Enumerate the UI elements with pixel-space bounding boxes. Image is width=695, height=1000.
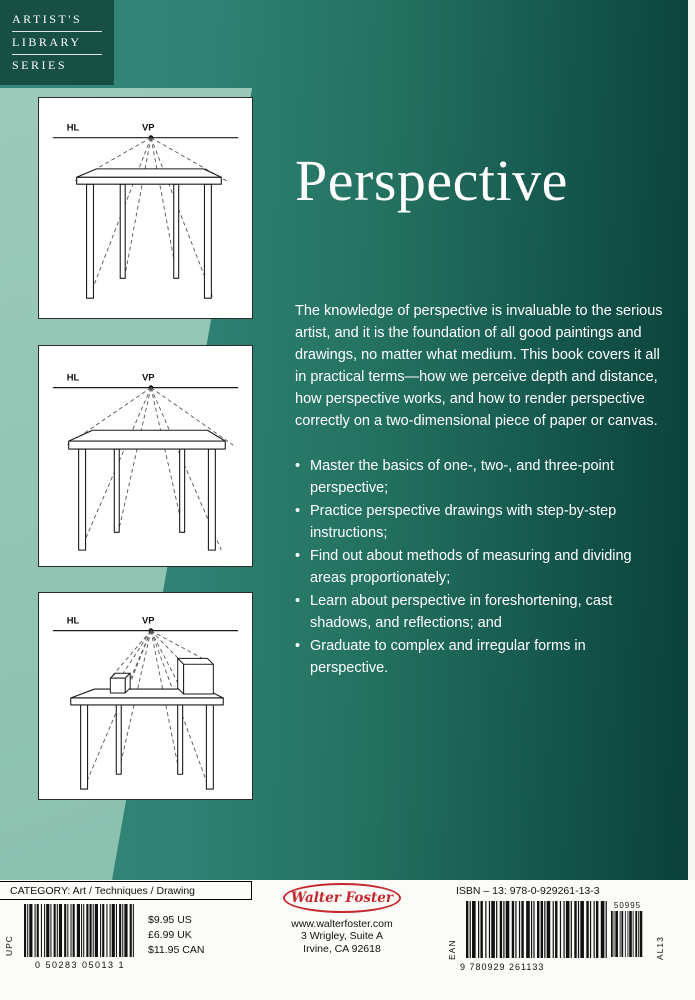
publisher-address-line2: Irvine, CA 92618: [303, 943, 381, 955]
series-badge-line: LIBRARY: [12, 32, 102, 55]
table-drawing: [77, 169, 222, 298]
bullet-icon: •: [295, 593, 301, 609]
bullet-icon: •: [295, 503, 301, 519]
upc-barcode: [24, 904, 136, 957]
table-drawing: [71, 689, 224, 789]
price-list: [148, 913, 204, 958]
publisher-logo-text: Walter Foster: [291, 890, 393, 906]
ean-side-label: EAN: [447, 939, 457, 960]
upc-digits: 0 50283 05013 1: [34, 960, 126, 970]
ean-addon: [611, 901, 644, 957]
feature-list: [295, 455, 667, 679]
bullet-icon: •: [295, 638, 301, 654]
vanishing-point-label: VP: [142, 614, 155, 626]
category-label: CATEGORY: Art / Techniques / Drawing: [0, 881, 252, 900]
table-drawing: [69, 430, 226, 550]
vanishing-point-label: VP: [142, 121, 155, 133]
isbn-number: ISBN – 13: 978-0-929261-13-3: [456, 885, 600, 897]
series-badge-line: ARTIST'S: [12, 9, 102, 32]
page-right-margin: [688, 0, 695, 1000]
bullet-icon: •: [295, 458, 301, 474]
ean-addon-number: 50995: [613, 901, 642, 910]
book-title: Perspective: [295, 148, 568, 213]
ean-digits: 9 780929 261133: [460, 962, 545, 972]
vanishing-point-label: VP: [142, 371, 155, 383]
upc-side-label: UPC: [4, 935, 14, 956]
ean-barcode: [466, 901, 608, 958]
feature-item: • Master the basics of one-, two-, and three-point perspective;: [295, 455, 667, 499]
horizon-label: HL: [66, 614, 80, 626]
price-item: $11.95 CAN: [148, 944, 205, 956]
series-badge: [0, 0, 114, 85]
edition-code: AL13: [655, 936, 665, 960]
bullet-icon: •: [295, 548, 301, 564]
series-badge-line: SERIES: [12, 57, 68, 72]
footer-bar: [0, 880, 695, 1000]
construction-lines: [84, 631, 214, 789]
perspective-diagram-1: [38, 97, 253, 319]
book-description: The knowledge of perspective is invaluable to the serious artist, and it is the foundation of all good paintings and drawings, no matter what medium. This book covers it all in practical terms—how we perceive depth and distance, how perspective works, and how to render perspective correctly on a two-dimensional piece of paper or canvas.: [295, 303, 663, 429]
back-cover-copy: [295, 148, 667, 680]
ean-addon-barcode: [611, 911, 644, 957]
horizon-label: HL: [66, 371, 80, 383]
horizon-label: HL: [66, 121, 80, 133]
perspective-diagram-3: [38, 592, 253, 800]
publisher-address-line1: 3 Wrigley, Suite A: [301, 930, 383, 942]
publisher-logo: [283, 883, 401, 913]
price-item: £6.99 UK: [148, 929, 192, 941]
publisher-website: www.walterfoster.com: [291, 918, 393, 930]
perspective-diagram-2: [38, 345, 253, 567]
price-item: $9.95 US: [148, 914, 192, 926]
feature-item: • Practice perspective drawings with step-by-step instructions;: [295, 500, 667, 544]
feature-item: • Find out about methods of measuring and dividing areas proportionately;: [295, 545, 667, 589]
feature-item: • Learn about perspective in foreshortening, cast shadows, and reflections; and: [295, 590, 667, 634]
feature-item: • Graduate to complex and irregular forms in perspective.: [295, 635, 667, 679]
publisher-block: [272, 883, 412, 956]
